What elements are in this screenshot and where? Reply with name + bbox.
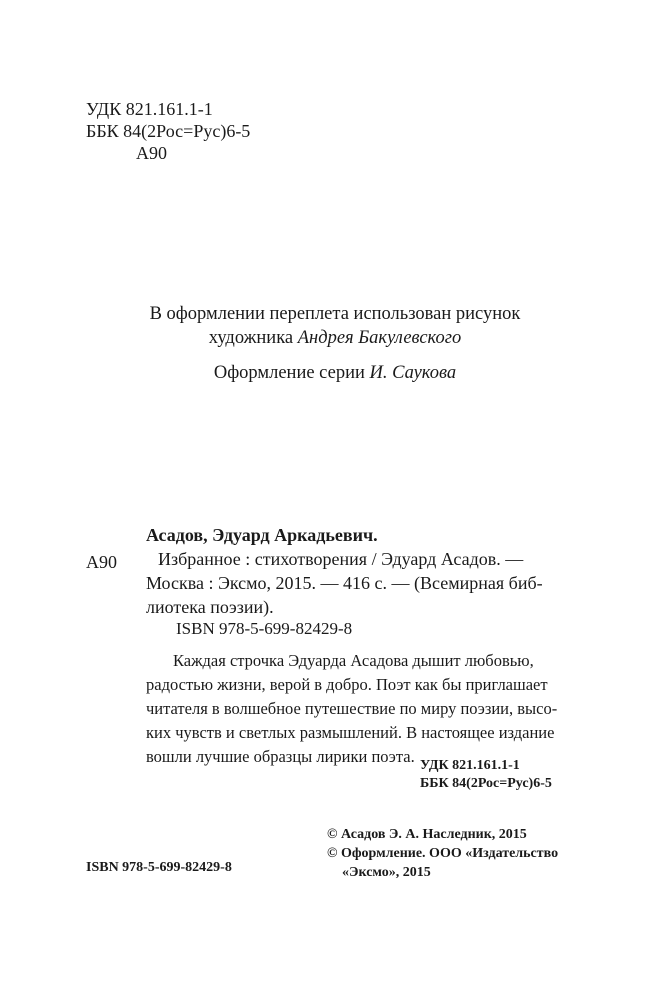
classification-block-top <box>86 98 250 164</box>
series-designer-name: И. Саукова <box>369 363 457 383</box>
udk-code: УДК 821.161.1-1 <box>86 99 213 119</box>
isbn-bottom: ISBN 978-5-699-82429-8 <box>86 860 232 875</box>
annotation-line: радостью жизни, верой в добро. Поэт как бы приглашает <box>146 675 548 694</box>
bibliographic-line: Москва : Эксмо, 2015. — 416 с. — (Всемирная биб- <box>146 573 543 593</box>
annotation-line: читателя в волшебное путешествие по миру поэзии, высо- <box>146 699 558 718</box>
bbk-code: ББК 84(2Рос=Рус)6-5 <box>86 121 251 141</box>
copyright-block <box>327 825 558 882</box>
classification-block-bottom <box>420 757 552 793</box>
copyright-line: © Асадов Э. А. Наследник, 2015 <box>327 827 527 842</box>
author-heading: Асадов, Эдуард Аркадьевич. <box>146 525 378 545</box>
annotation-line: Каждая строчка Эдуарда Асадова дышит любовью, <box>173 651 534 670</box>
series-credit-prefix: Оформление серии <box>213 363 370 383</box>
bbk-code-bottom: ББК 84(2Рос=Рус)6-5 <box>420 776 552 791</box>
series-design-credit <box>0 361 670 385</box>
bibliographic-line: лиотека поэзии). <box>146 597 274 617</box>
illustration-artist-name: Андрея Бакулевского <box>297 328 462 348</box>
illustration-credit-line-1: В оформлении переплета использован рисунок <box>149 304 521 324</box>
annotation-line: ких чувств и светлых размышлений. В настоящее издание <box>146 723 555 742</box>
annotation <box>146 649 557 769</box>
illustration-credit-prefix: художника <box>208 328 298 348</box>
cutter-code: А90 <box>86 552 117 572</box>
illustration-credit-line-2 <box>0 326 670 350</box>
isbn-entry: ISBN 978-5-699-82429-8 <box>176 619 353 638</box>
annotation-line: вошли лучшие образцы лирики поэта. <box>146 747 415 766</box>
udk-code-bottom: УДК 821.161.1-1 <box>420 758 520 773</box>
copyright-line: «Эксмо», 2015 <box>342 865 431 880</box>
illustration-credit <box>0 302 670 350</box>
copyright-line: © Оформление. ООО «Издательство <box>327 846 559 861</box>
bibliographic-line: Избранное : стихотворения / Эдуард Асадов. — <box>158 549 524 569</box>
author-mark-code: А90 <box>136 143 167 163</box>
bibliographic-description <box>146 547 543 619</box>
